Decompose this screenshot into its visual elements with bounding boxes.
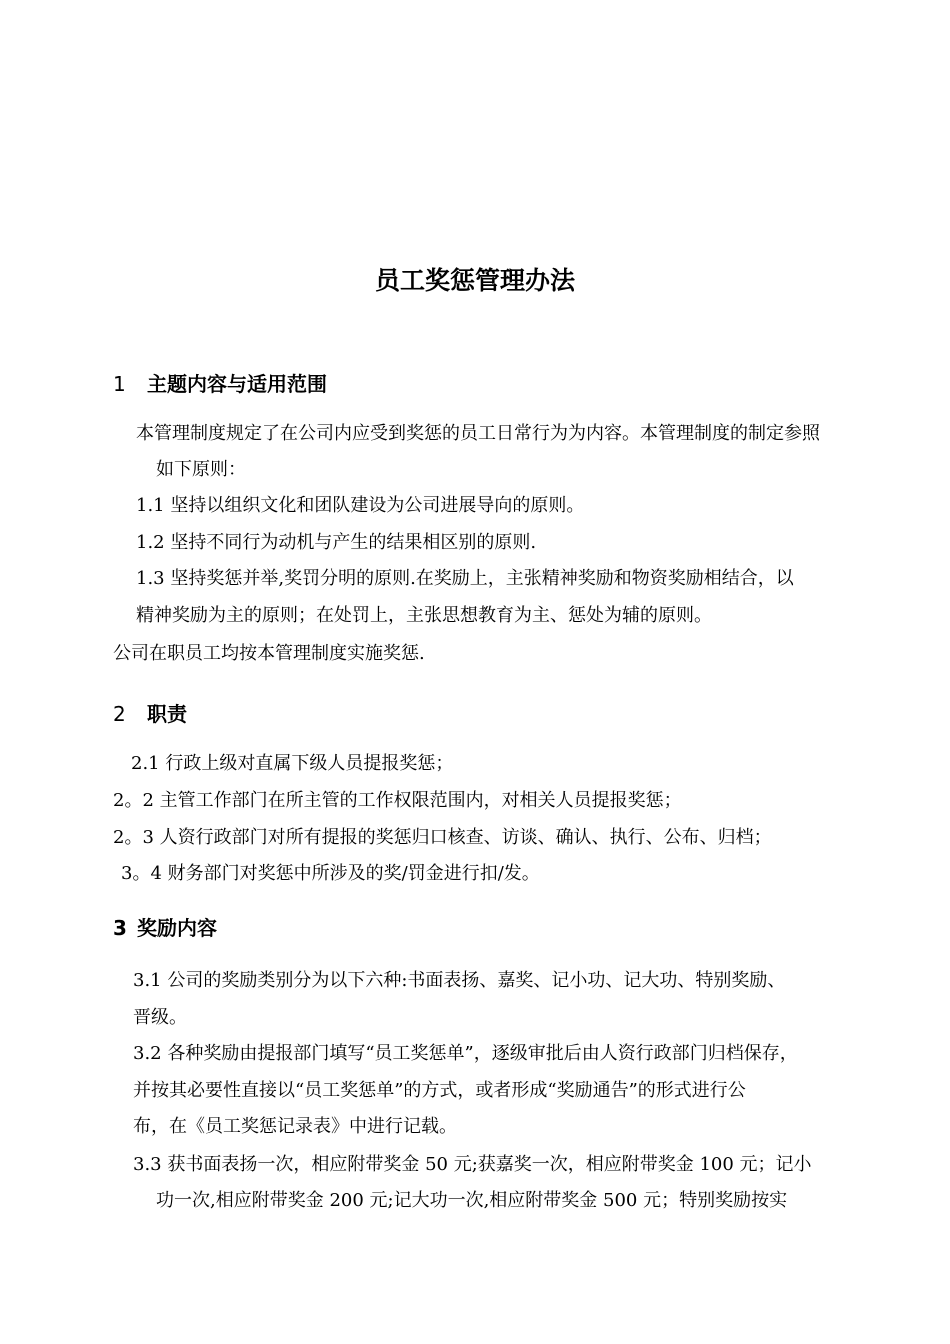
paragraph-line: 晋级。 xyxy=(133,1007,187,1028)
section-heading-2 xyxy=(113,700,187,728)
paragraph-line: 布，在《员工奖惩记录表》中进行记载。 xyxy=(133,1116,457,1137)
paragraph-line: 3.1 公司的奖励类别分为以下六种:书面表扬、嘉奖、记小功、记大功、特别奖励、 xyxy=(133,970,786,991)
section-heading-1 xyxy=(113,370,327,398)
paragraph-line: 如下原则： xyxy=(156,459,246,480)
section-number: 3 xyxy=(113,916,127,940)
section-title: 奖励内容 xyxy=(137,916,217,940)
paragraph-line: 1.1 坚持以组织文化和团队建设为公司进展导向的原则。 xyxy=(136,495,585,516)
paragraph-line: 并按其必要性直接以“员工奖惩单”的方式，或者形成“奖励通告”的形式进行公 xyxy=(133,1080,746,1101)
section-heading-3 xyxy=(113,914,217,942)
paragraph-line: 1.2 坚持不同行为动机与产生的结果相区别的原则. xyxy=(136,532,537,553)
paragraph-line: 精神奖励为主的原则；在处罚上，主张思想教育为主、惩处为辅的原则。 xyxy=(136,605,712,626)
paragraph-line: 3。4 财务部门对奖惩中所涉及的奖/罚金进行扣/发。 xyxy=(121,863,540,884)
section-title: 职责 xyxy=(147,702,187,726)
paragraph-line: 1.3 坚持奖惩并举,奖罚分明的原则.在奖励上，主张精神奖励和物资奖励相结合，以 xyxy=(136,568,794,589)
paragraph-line: 3.2 各种奖励由提报部门填写“员工奖惩单”，逐级审批后由人资行政部门归档保存， xyxy=(133,1043,798,1064)
section-number: 2 xyxy=(113,702,126,726)
paragraph-line: 2。2 主管工作部门在所主管的工作权限范围内，对相关人员提报奖惩； xyxy=(113,790,682,811)
paragraph-line: 公司在职员工均按本管理制度实施奖惩. xyxy=(113,643,425,664)
paragraph-line: 本管理制度规定了在公司内应受到奖惩的员工日常行为为内容。本管理制度的制定参照 xyxy=(136,423,820,444)
paragraph-line: 2。3 人资行政部门对所有提报的奖惩归口核查、访谈、确认、执行、公布、归档； xyxy=(113,827,772,848)
section-number: 1 xyxy=(113,372,126,396)
section-title: 主题内容与适用范围 xyxy=(147,372,327,396)
paragraph-line: 2.1 行政上级对直属下级人员提报奖惩； xyxy=(131,753,454,774)
paragraph-line: 3.3 获书面表扬一次，相应附带奖金 50 元;获嘉奖一次，相应附带奖金 100 元；记小 xyxy=(133,1154,812,1175)
document-title: 员工奖惩管理办法 xyxy=(374,266,575,295)
paragraph-line: 功一次,相应附带奖金 200 元;记大功一次,相应附带奖金 500 元；特别奖励按实 xyxy=(156,1190,788,1211)
